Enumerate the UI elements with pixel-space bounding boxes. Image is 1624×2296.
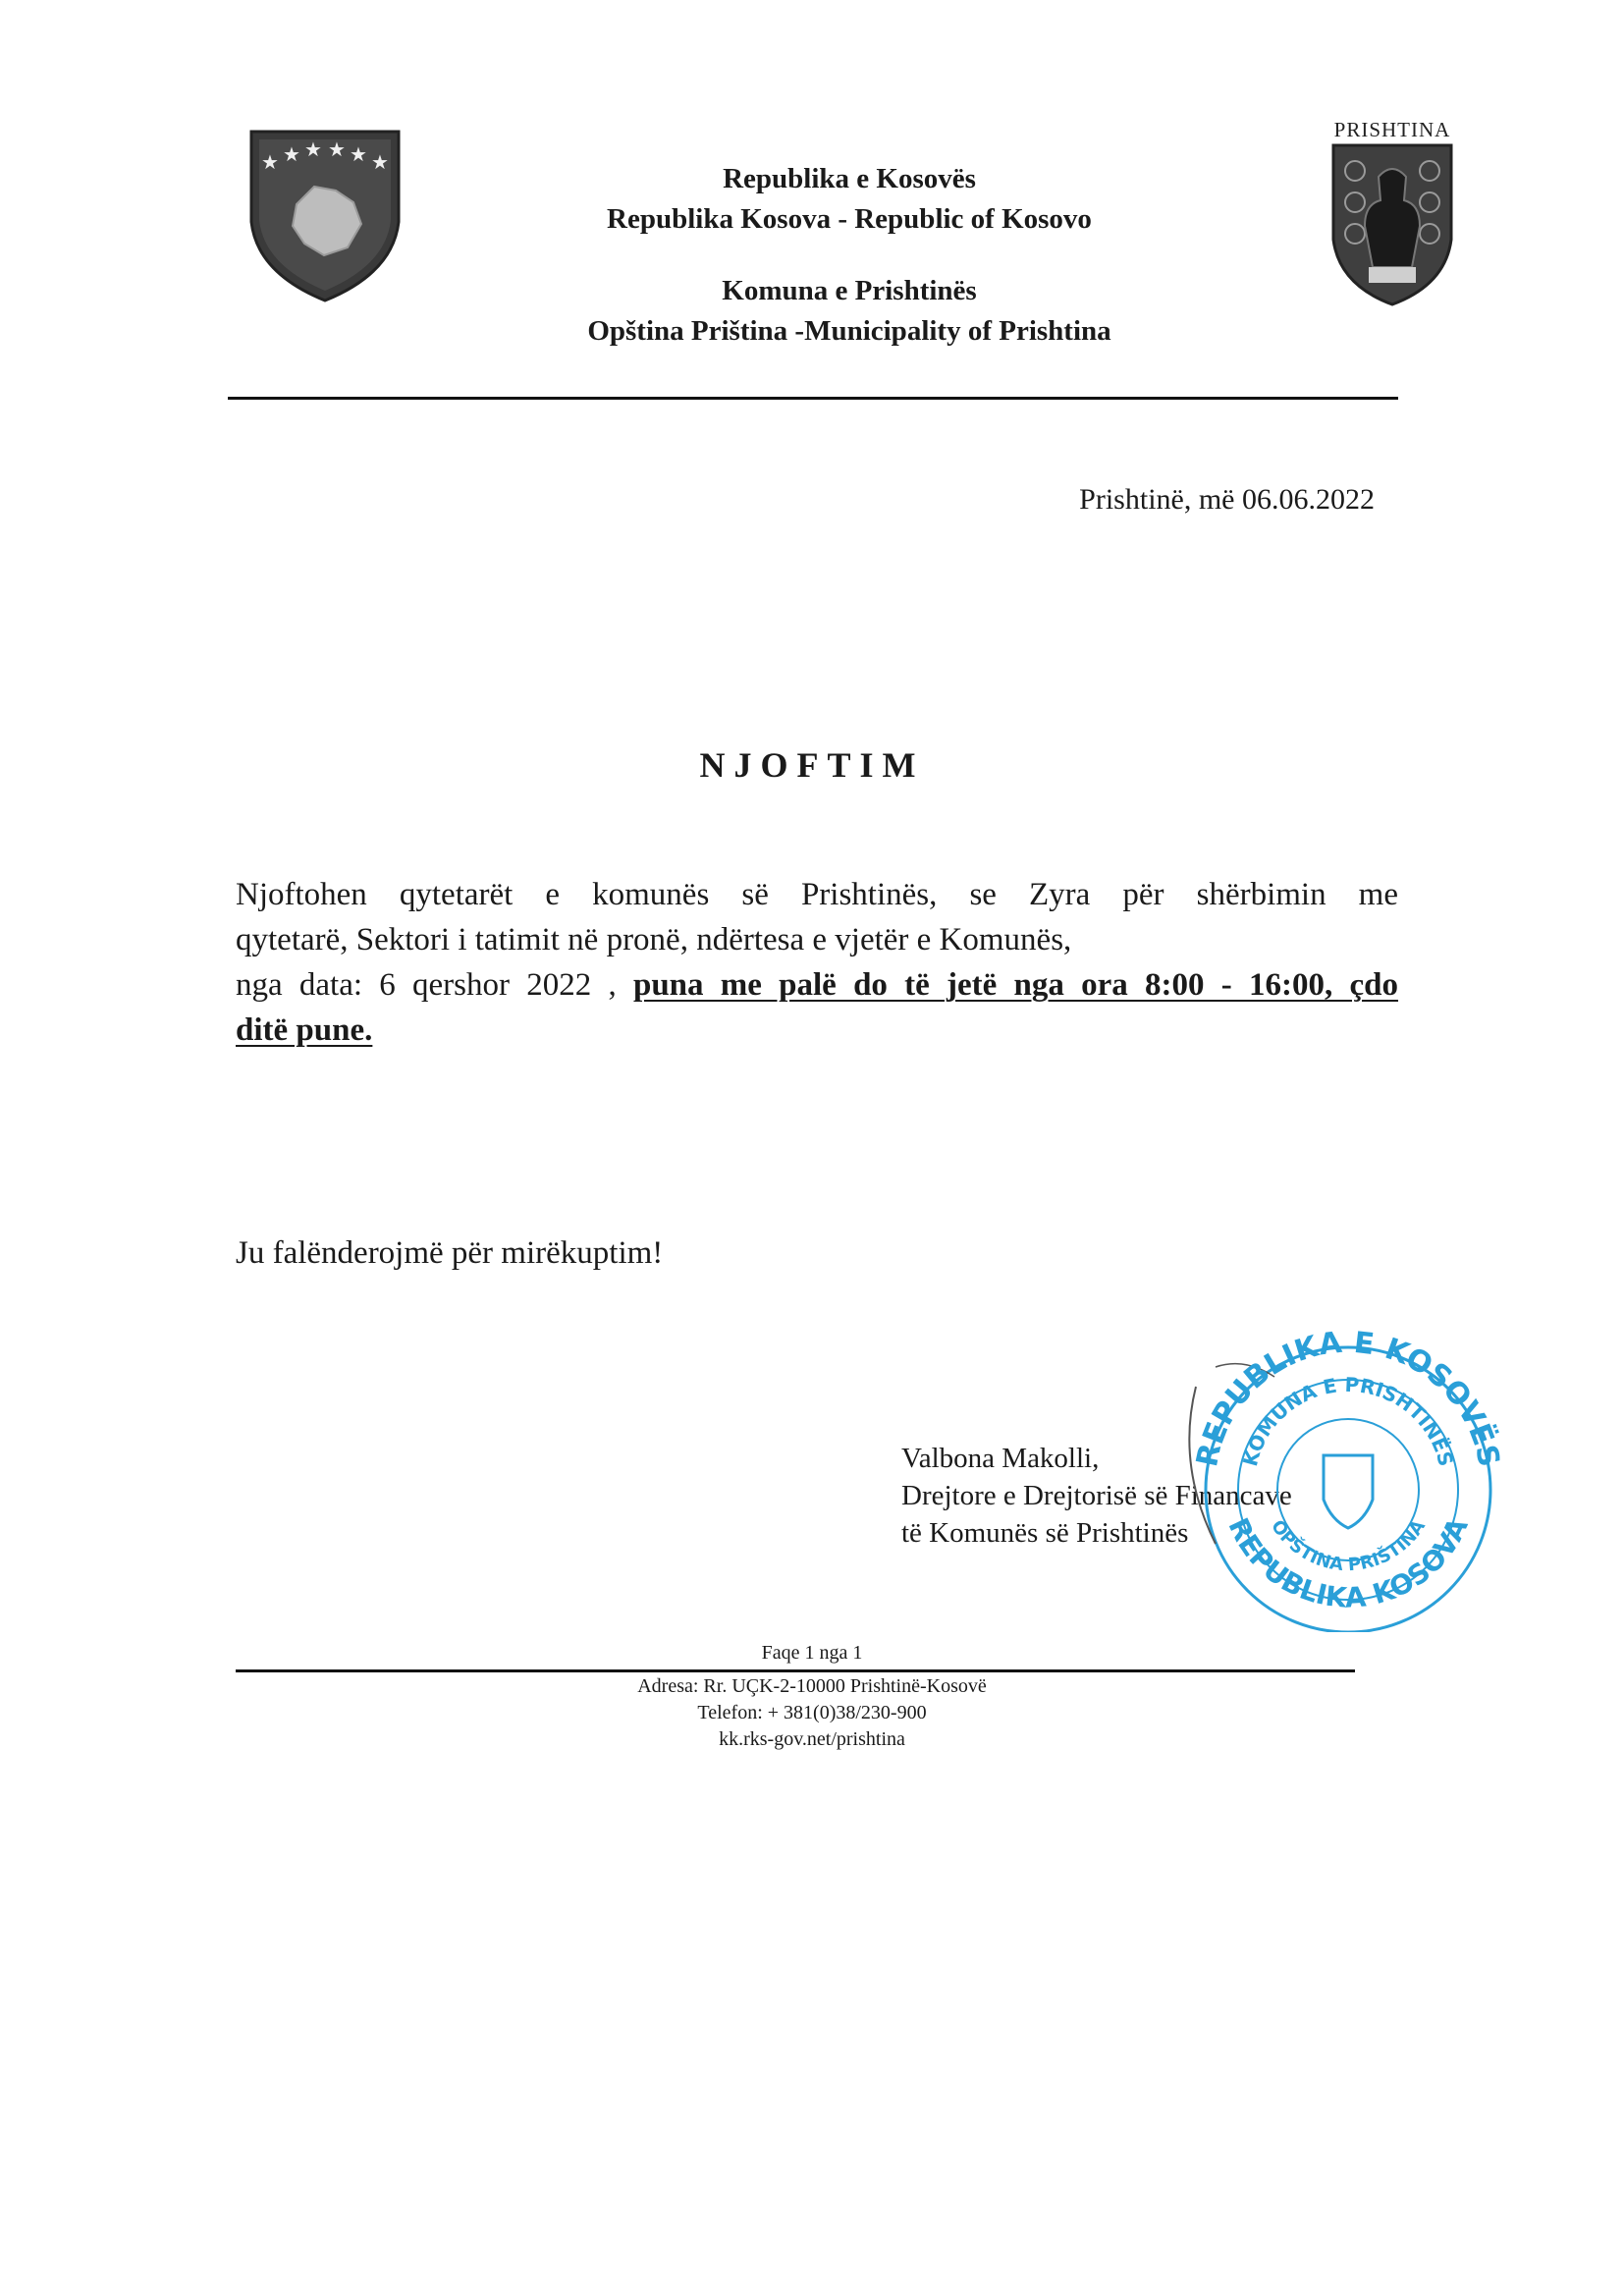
- document-date: Prishtinë, më 06.06.2022: [1079, 483, 1375, 516]
- svg-text:REPUBLIKA E KOSOVËS: [1190, 1328, 1506, 1470]
- working-days-emphasis: ditë pune.: [236, 1012, 373, 1048]
- footer-divider: [236, 1669, 1355, 1672]
- svg-text:★: ★: [304, 137, 322, 161]
- body-line: Njoftohen qytetarët e komunës së Prishtinës, se Zyra për shërbimin me: [236, 877, 1398, 912]
- svg-text:★: ★: [350, 142, 367, 166]
- municipality-name-translations: Opština Priština -Municipality of Prishtina: [587, 315, 1111, 347]
- municipality-name: Komuna e Prishtinës: [722, 275, 977, 306]
- closing-thanks: Ju falënderojmë për mirëkuptim!: [236, 1235, 664, 1271]
- footer-website: kk.rks-gov.net/prishtina: [719, 1728, 905, 1750]
- body-line-start: nga data: 6 qershor 2022 ,: [236, 967, 617, 1003]
- svg-text:★: ★: [261, 150, 279, 174]
- body-line: [236, 962, 1398, 1008]
- letterhead: [491, 159, 1208, 352]
- signatory-title: të Komunës së Prishtinës: [901, 1517, 1189, 1549]
- signatory-title: Drejtore e Drejtorisë së Financave: [901, 1480, 1292, 1511]
- working-hours-emphasis: puna me palë do të jetë nga ora 8:00 - 16:00, çdo: [632, 967, 1399, 1003]
- page-number: Faqe 1 nga 1: [761, 1642, 863, 1664]
- stamp-outer-bottom: REPUBLIKA KOSOVA: [1221, 1512, 1475, 1614]
- body-line: qytetarë, Sektori i tatimit në pronë, ndërtesa e vjetër e Komunës,: [236, 922, 1072, 957]
- svg-text:★: ★: [328, 137, 346, 161]
- footer-address: Adresa: Rr. UÇK-2-10000 Prishtinë-Kosovë: [637, 1675, 987, 1697]
- footer-phone: Telefon: + 381(0)38/230-900: [697, 1702, 927, 1723]
- stamp-inner-bottom: OPŠTINA PRIŠTINA: [1267, 1516, 1430, 1576]
- footer-contact: [0, 1673, 1624, 1753]
- signatory-name: Valbona Makolli,: [901, 1443, 1100, 1474]
- svg-text:★: ★: [283, 142, 300, 166]
- kosovo-emblem-icon: [245, 126, 405, 304]
- header-divider: [228, 397, 1398, 400]
- emblem-city-label: PRISHTINA: [1333, 118, 1451, 141]
- svg-text:★: ★: [371, 150, 389, 174]
- stamp-outer-top: REPUBLIKA E KOSOVËS: [1190, 1328, 1506, 1470]
- country-name: Republika e Kosovës: [723, 163, 976, 194]
- notice-body: [236, 872, 1398, 1053]
- official-stamp-icon: [1157, 1328, 1530, 1632]
- document-title: NJOFTIM: [699, 745, 925, 785]
- prishtina-emblem-icon: [1326, 118, 1459, 310]
- country-name-translations: Republika Kosova - Republic of Kosovo: [607, 203, 1092, 235]
- stamp-inner-top: KOMUNA E PRISHTINËS: [1238, 1372, 1458, 1469]
